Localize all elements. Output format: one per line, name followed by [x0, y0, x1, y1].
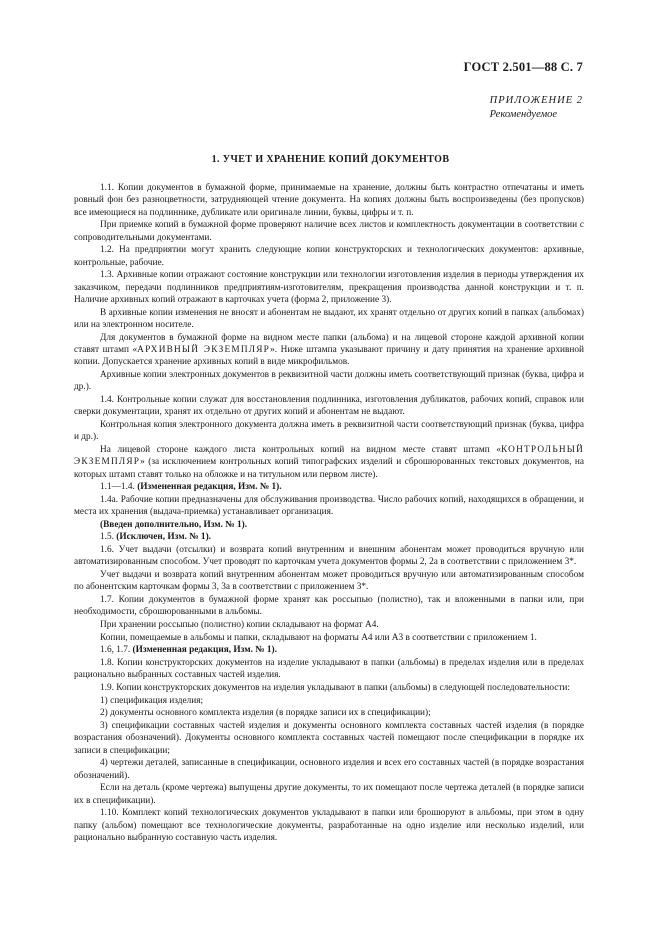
paragraph-text: Для документов в бумажной форме на видном месте папки (альбома) и на лицевой стороне каждой архивной копии ставят штамп « — [74, 332, 584, 355]
list-item: 3) спецификации составных частей изделия и документы основного комплекта составных частей изделия (в порядке возрастания обозначений). Документы основного комплекта составных частей помещают после спецификации в порядке их записи в спецификации; — [74, 720, 584, 756]
paragraph: 1.4. Контрольные копии служат для восстановления подлинника, изготовления дубликатов, рабочих копий, справок или сверки документации, хранят их отдельно от других копий и абонентам не выдают. — [74, 394, 584, 418]
paragraph: 1.7. Копии документов в бумажной форме хранят как россыпью (полистно), так и вложенными в папки или, при необходимости, сброшюрованными в альбомы. — [74, 595, 584, 618]
paragraph — [74, 531, 584, 543]
paragraph: Если на деталь (кроме чертежа) выпущены другие документы, то их помещают после чертежа деталей (в порядке записи их в спецификации). — [74, 783, 584, 806]
paragraph: Учет выдачи и возврата копий внутренним абонентам может проводиться вручную или автоматизированным способом по абонентским карточкам формы 3, 3а в соответствии с приложением 3*. — [74, 570, 584, 593]
appendix-subtitle: Рекомендуемое — [489, 109, 558, 120]
paragraph-text: На лицевой стороне каждого листа контрольных копий на видном месте ставят штамп « — [100, 444, 501, 455]
paragraph: В архивные копии изменения не вносят и абонентам не выдают, их хранят отдельно от других копий в папках (альбомах) или на электронном носителе. — [74, 307, 584, 330]
clause-ref: 1.6, 1.7. — [100, 645, 133, 656]
list-item: 1) спецификация изделия; — [100, 695, 204, 706]
paragraph-text: » (за исключением контрольных копий типографских изделий и сброшюрованных текстовых документов, на которых штамп ставят только на обложке и на титульном или первом листе). — [74, 457, 584, 480]
page-header: ГОСТ 2.501—88 С. 7 — [463, 60, 583, 74]
clause-ref: 1.1—1.4. — [100, 482, 138, 493]
paragraph: 1.1. Копии документов в бумажной форме, принимаемые на хранение, должны быть контрастно отпечатаны и иметь ровный фон без разноцветности, затрудняющей чтение документа. На копиях должны быть воспроизведены (без пропусков) все имеющиеся на подлиннике, дубликате или оригинале линии, буквы, цифры и т. п. — [74, 183, 584, 218]
revision-note: (Измененная редакция, Изм. № 1). — [137, 482, 282, 493]
control-stamp-text: КОНТРОЛЬНЫЙ ЭКЗЕМПЛЯР — [74, 444, 584, 468]
section-title: 1. УЧЕТ И ХРАНЕНИЕ КОПИЙ ДОКУМЕНТОВ — [211, 154, 450, 165]
paragraph: При хранении россыпью (полистно) копии складывают на формат А4. — [100, 620, 379, 631]
paragraph: При приемке копий в бумажной форме проверяют наличие всех листов и комплектность документации в соответствии с сопроводительными документами. — [74, 220, 584, 243]
revision-note: (Измененная редакция, Изм. № 1). — [132, 645, 277, 656]
list-item: 4) чертежи деталей, записанные в спецификации, основного изделия и всех его составных частей (в порядке возрастания обозначений). — [74, 758, 584, 781]
paragraph: 1.10. Комплект копий технологических документов укладывают в папки или брошюруют в альбомы, при этом в одну папку (альбом) помещают все технологические документы, разработанные на одно изделие или несколько изделий, или рационально выбранную составную часть изделия. — [74, 808, 584, 843]
paragraph — [74, 481, 584, 493]
paragraph: Копии, помещаемые в альбомы и папки, складывают на форматы А4 или А3 в соответствии с приложением 1. — [100, 632, 537, 643]
paragraph: Архивные копии электронных документов в реквизитной части должны иметь соответствующий признак (буква, цифра и др.). — [74, 369, 584, 393]
paragraph — [74, 444, 584, 481]
paragraph — [74, 519, 584, 531]
paragraph — [74, 332, 584, 369]
clause-ref: 1.5. — [100, 532, 117, 543]
list-item: 2) документы основного комплекта изделия (в порядке записи их в спецификации); — [100, 708, 431, 719]
paragraph: 1.3. Архивные копии отражают состояние конструкции или технологии изготовления изделия в периоды утверждения их заказчиком, передачи подлинников предприятиям-изготовителям, прекращения производства данной конструкции и т. п. Наличие архивных копий отражают в карточках учета (форма 2, приложение 3). — [74, 270, 584, 305]
revision-note: (Введен дополнительно, Изм. № 1). — [100, 519, 248, 530]
revision-note: (Исключен, Изм. № 1). — [116, 532, 211, 543]
paragraph-text: ». Ниже штампа указывают причину и дату принятия на хранение архивной копии. Допускается хранение архивных копий в виде микрофильмов. — [74, 344, 584, 368]
appendix-title: ПРИЛОЖЕНИЕ 2 — [489, 95, 583, 106]
paragraph: Контрольная копия электронного документа должна иметь в реквизитной части соответствующий признак (буква, цифра и др.). — [74, 419, 584, 443]
paragraph — [74, 644, 584, 656]
paragraph: 1.4а. Рабочие копии предназначены для обслуживания производства. Число рабочих копий, находящихся в обращении, и места их хранения (выдача-приемка) устанавливает организация. — [74, 494, 584, 518]
paragraph: 1.9. Копии конструкторских документов на изделия укладывают в папки (альбомы) в следующей последовательности: — [100, 682, 570, 693]
paragraph: 1.6. Учет выдачи (отсылки) и возврата копий внутренним и внешним абонентам может проводиться вручную или автоматизированным способом. Учет проводят по карточкам учета документов формы 2, 2а в соответствии с приложением 3*. — [74, 545, 584, 568]
appendix-block — [490, 94, 583, 122]
archive-stamp-text: АРХИВНЫЙ ЭКЗЕМПЛЯР — [137, 344, 271, 355]
document-body — [74, 182, 584, 845]
paragraph: 1.8. Копии конструкторских документов на изделие укладывают в папки (альбомы) в пределах изделия или в пределах рационально выбранных составных частей изделия. — [74, 658, 584, 681]
paragraph: 1.2. На предприятии могут хранить следующие копии конструкторских и технологических документов: архивные, контрольные, рабочие. — [74, 245, 584, 268]
